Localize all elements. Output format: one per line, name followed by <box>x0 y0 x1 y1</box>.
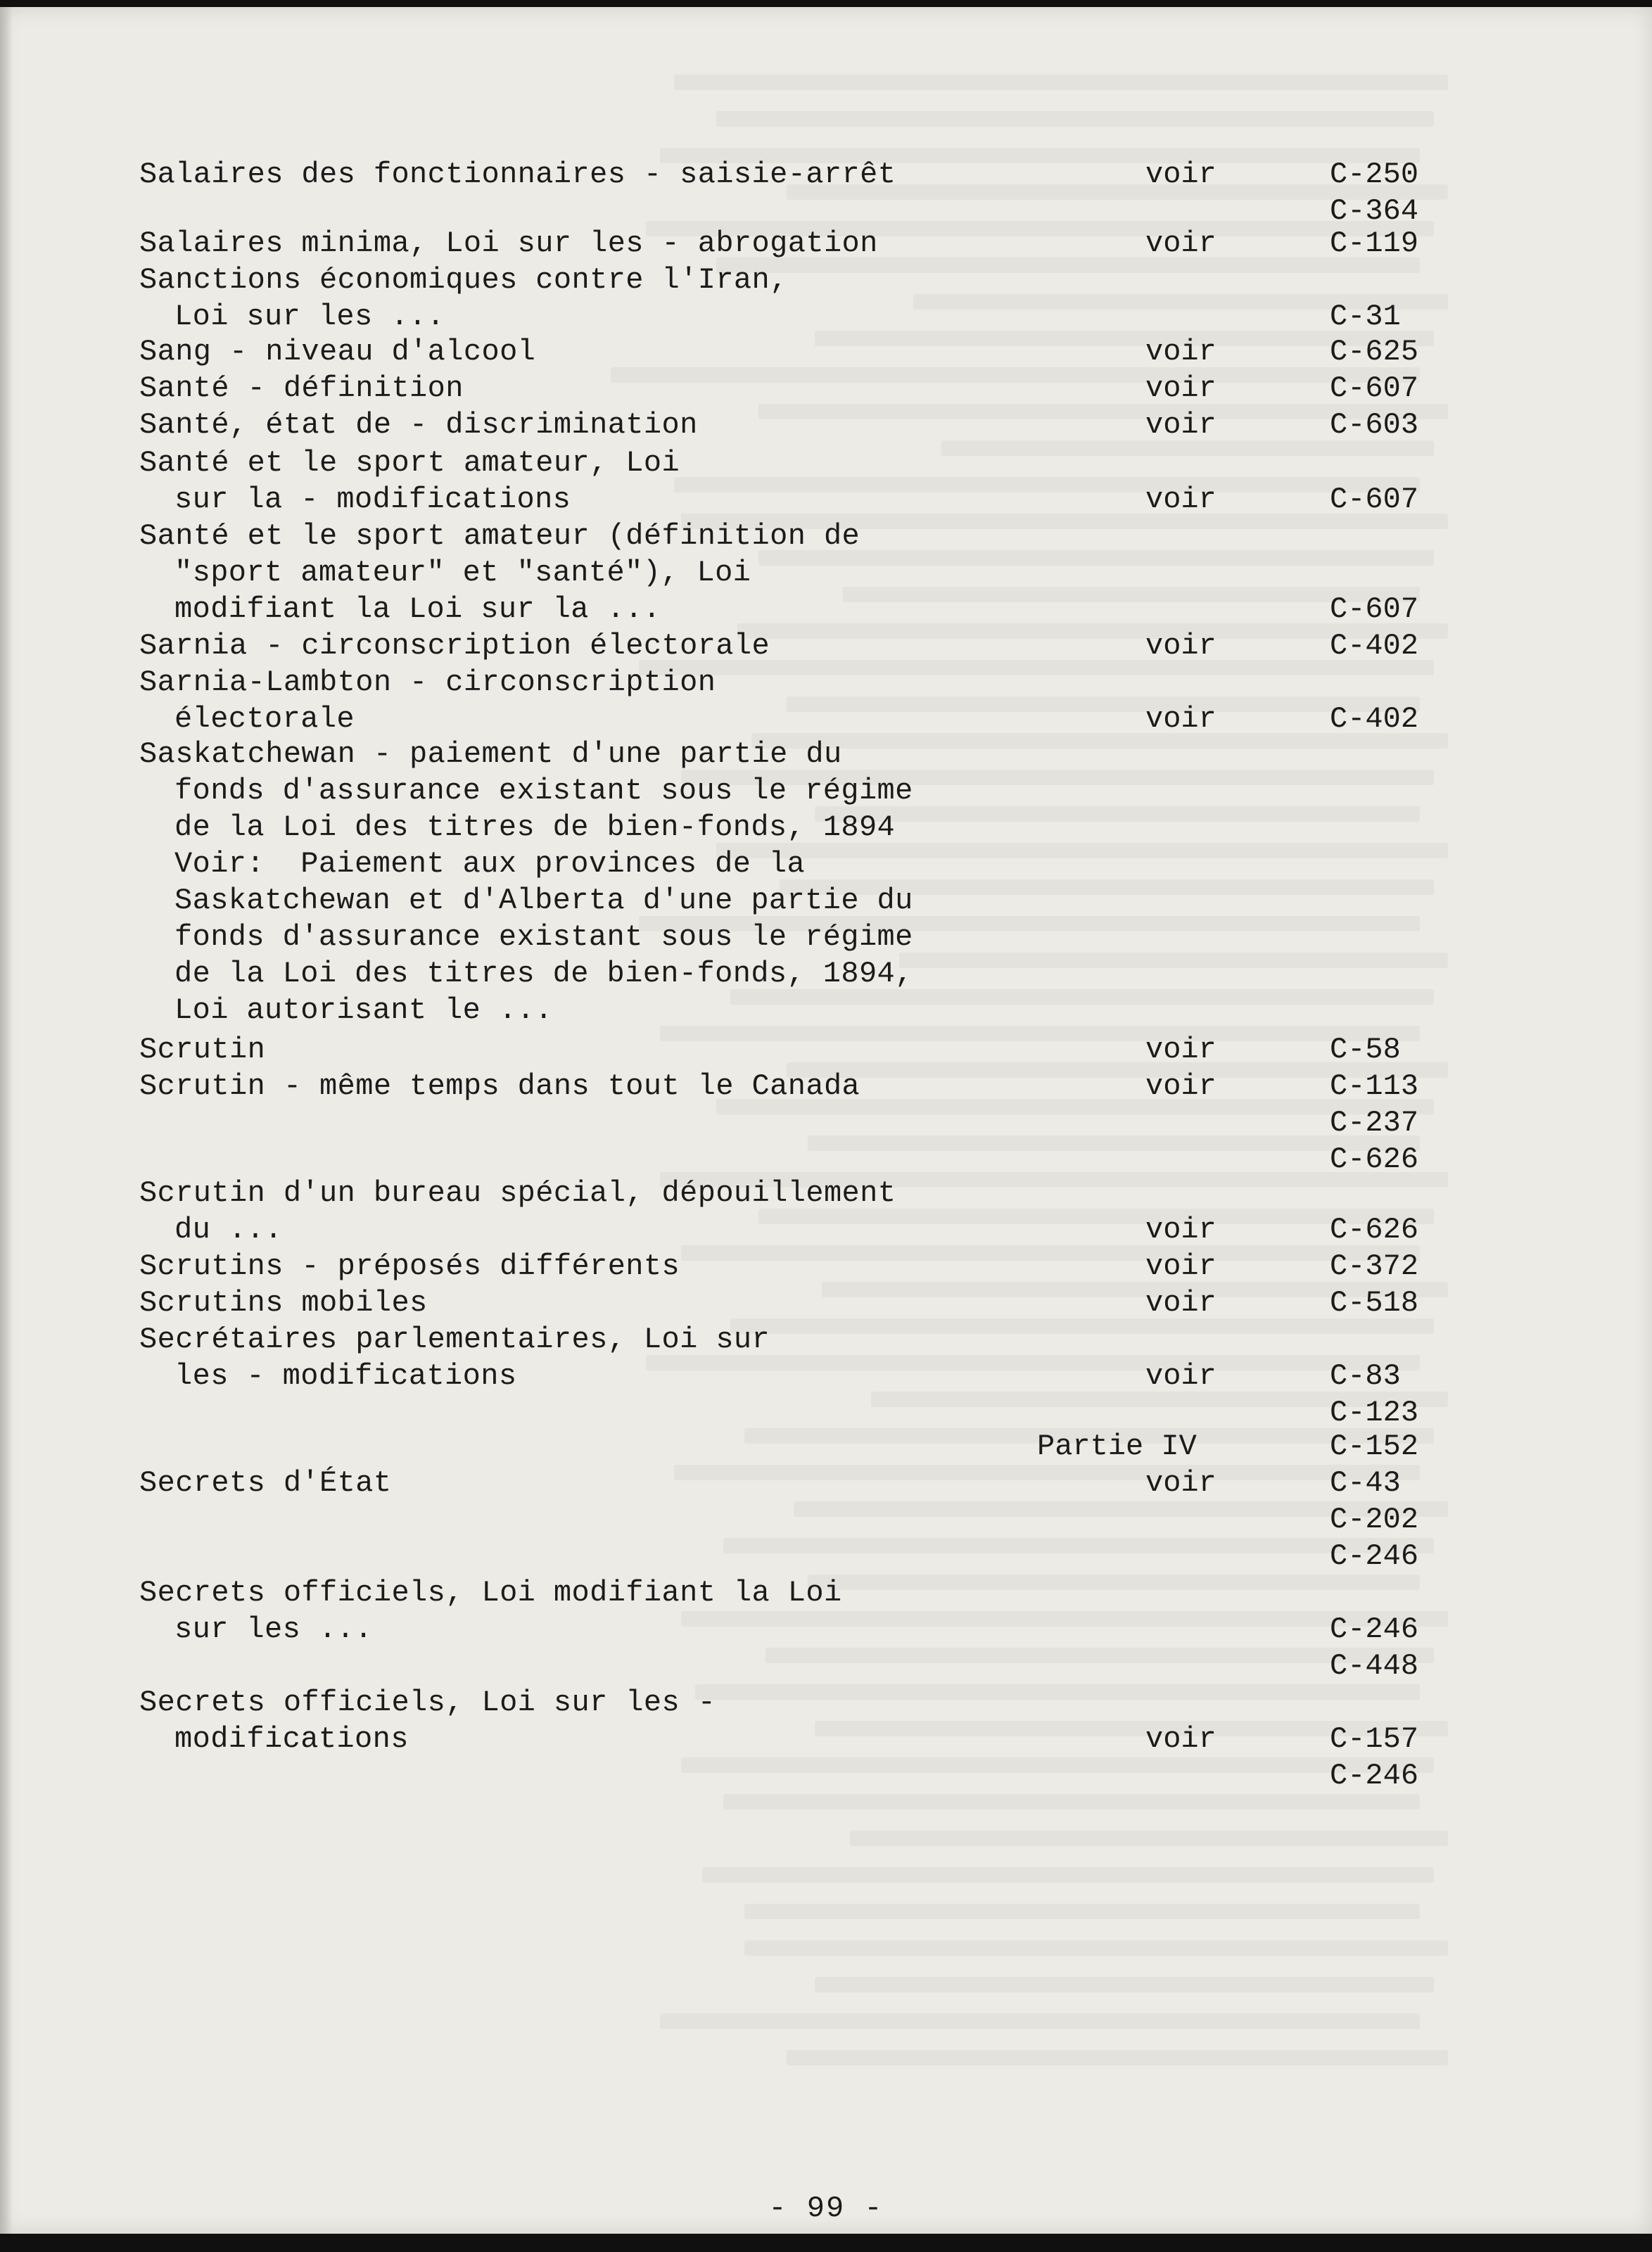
bill-reference: C-626 <box>1330 1213 1419 1247</box>
see-label: voir <box>1145 1722 1216 1756</box>
entry-heading: Scrutins - préposés différents <box>139 1249 680 1283</box>
entry-continuation: de la Loi des titres de bien-fonds, 1894 <box>174 810 896 844</box>
entry-continuation: modifications <box>174 1722 409 1756</box>
see-label: voir <box>1145 1466 1216 1500</box>
bill-reference: C-152 <box>1330 1430 1419 1463</box>
entry-heading: Scrutin d'un bureau spécial, dépouillement <box>139 1176 896 1210</box>
entry-continuation: Loi autorisant le ... <box>174 993 553 1027</box>
entry-continuation: fonds d'assurance existant sous le régime <box>174 774 913 808</box>
bill-reference: C-119 <box>1330 227 1419 260</box>
entry-continuation: "sport amateur" et "santé"), Loi <box>174 556 751 590</box>
bill-reference: C-83 <box>1330 1359 1401 1393</box>
see-label: voir <box>1145 629 1216 663</box>
bill-reference: C-58 <box>1330 1033 1401 1067</box>
see-label: voir <box>1145 158 1216 191</box>
bill-reference: C-246 <box>1330 1759 1419 1793</box>
see-label: voir <box>1145 702 1216 736</box>
entry-heading: Scrutins mobiles <box>139 1286 428 1320</box>
bill-reference: C-43 <box>1330 1466 1401 1500</box>
page-number: - 99 - <box>768 2191 884 2225</box>
entry-heading: Secrets officiels, Loi sur les - <box>139 1686 716 1719</box>
bill-reference: C-603 <box>1330 408 1419 442</box>
entry-continuation: modifiant la Loi sur la ... <box>174 592 661 626</box>
entry-continuation: Loi sur les ... <box>174 300 445 333</box>
see-label: voir <box>1145 1213 1216 1247</box>
bill-reference: C-402 <box>1330 702 1419 736</box>
entry-continuation: fonds d'assurance existant sous le régime <box>174 920 913 954</box>
entry-continuation: les - modifications <box>174 1359 517 1393</box>
entry-heading: Secrets d'État <box>139 1466 392 1500</box>
bill-reference: C-246 <box>1330 1539 1419 1573</box>
entry-heading: Scrutin <box>139 1033 266 1067</box>
bill-reference: C-31 <box>1330 300 1401 333</box>
entry-heading: Salaires minima, Loi sur les - abrogation <box>139 227 878 260</box>
bill-reference: C-202 <box>1330 1503 1419 1537</box>
bill-reference: C-607 <box>1330 592 1419 626</box>
bill-reference: C-237 <box>1330 1106 1419 1140</box>
see-label: voir <box>1145 227 1216 260</box>
entry-continuation: sur les ... <box>174 1612 373 1646</box>
bill-reference: C-113 <box>1330 1069 1419 1103</box>
entry-heading: Secrets officiels, Loi modifiant la Loi <box>139 1576 842 1610</box>
see-label: voir <box>1145 408 1216 442</box>
entry-continuation: du ... <box>174 1213 283 1247</box>
bill-reference: C-157 <box>1330 1722 1419 1756</box>
bill-reference: C-626 <box>1330 1143 1419 1176</box>
see-label: voir <box>1145 335 1216 369</box>
bill-reference: C-123 <box>1330 1396 1419 1430</box>
see-label: voir <box>1145 483 1216 516</box>
bill-reference: C-402 <box>1330 629 1419 663</box>
entry-heading: Sarnia-Lambton - circonscription <box>139 666 716 699</box>
see-label: Partie IV <box>1037 1430 1197 1463</box>
bill-reference: C-372 <box>1330 1249 1419 1283</box>
see-label: voir <box>1145 1359 1216 1393</box>
bill-reference: C-607 <box>1330 371 1419 405</box>
entry-continuation: sur la - modifications <box>174 483 571 516</box>
bill-reference: C-364 <box>1330 194 1419 228</box>
bill-reference: C-448 <box>1330 1649 1419 1683</box>
entry-heading: Sarnia - circonscription électorale <box>139 629 770 663</box>
see-label: voir <box>1145 1033 1216 1067</box>
see-label: voir <box>1145 1249 1216 1283</box>
entry-heading: Sang - niveau d'alcool <box>139 335 536 369</box>
see-label: voir <box>1145 1069 1216 1103</box>
entry-heading: Sanctions économiques contre l'Iran, <box>139 263 788 297</box>
entry-continuation: électorale <box>174 702 355 736</box>
entry-heading: Saskatchewan - paiement d'une partie du <box>139 737 842 771</box>
bill-reference: C-625 <box>1330 335 1419 369</box>
entry-heading: Scrutin - même temps dans tout le Canada <box>139 1069 860 1103</box>
see-label: voir <box>1145 371 1216 405</box>
bill-reference: C-246 <box>1330 1612 1419 1646</box>
entry-heading: Santé et le sport amateur (définition de <box>139 519 860 553</box>
entry-continuation: de la Loi des titres de bien-fonds, 1894, <box>174 957 913 991</box>
entry-heading: Salaires des fonctionnaires - saisie-arrêt <box>139 158 896 191</box>
entry-heading: Santé et le sport amateur, Loi <box>139 446 680 480</box>
bill-reference: C-250 <box>1330 158 1419 191</box>
entry-heading: Secrétaires parlementaires, Loi sur <box>139 1323 770 1356</box>
entry-heading: Santé, état de - discrimination <box>139 408 698 442</box>
entry-heading: Santé - définition <box>139 371 464 405</box>
bill-reference: C-518 <box>1330 1286 1419 1320</box>
entry-continuation: Voir: Paiement aux provinces de la <box>174 847 806 881</box>
entry-continuation: Saskatchewan et d'Alberta d'une partie du <box>174 884 913 917</box>
see-label: voir <box>1145 1286 1216 1320</box>
bill-reference: C-607 <box>1330 483 1419 516</box>
